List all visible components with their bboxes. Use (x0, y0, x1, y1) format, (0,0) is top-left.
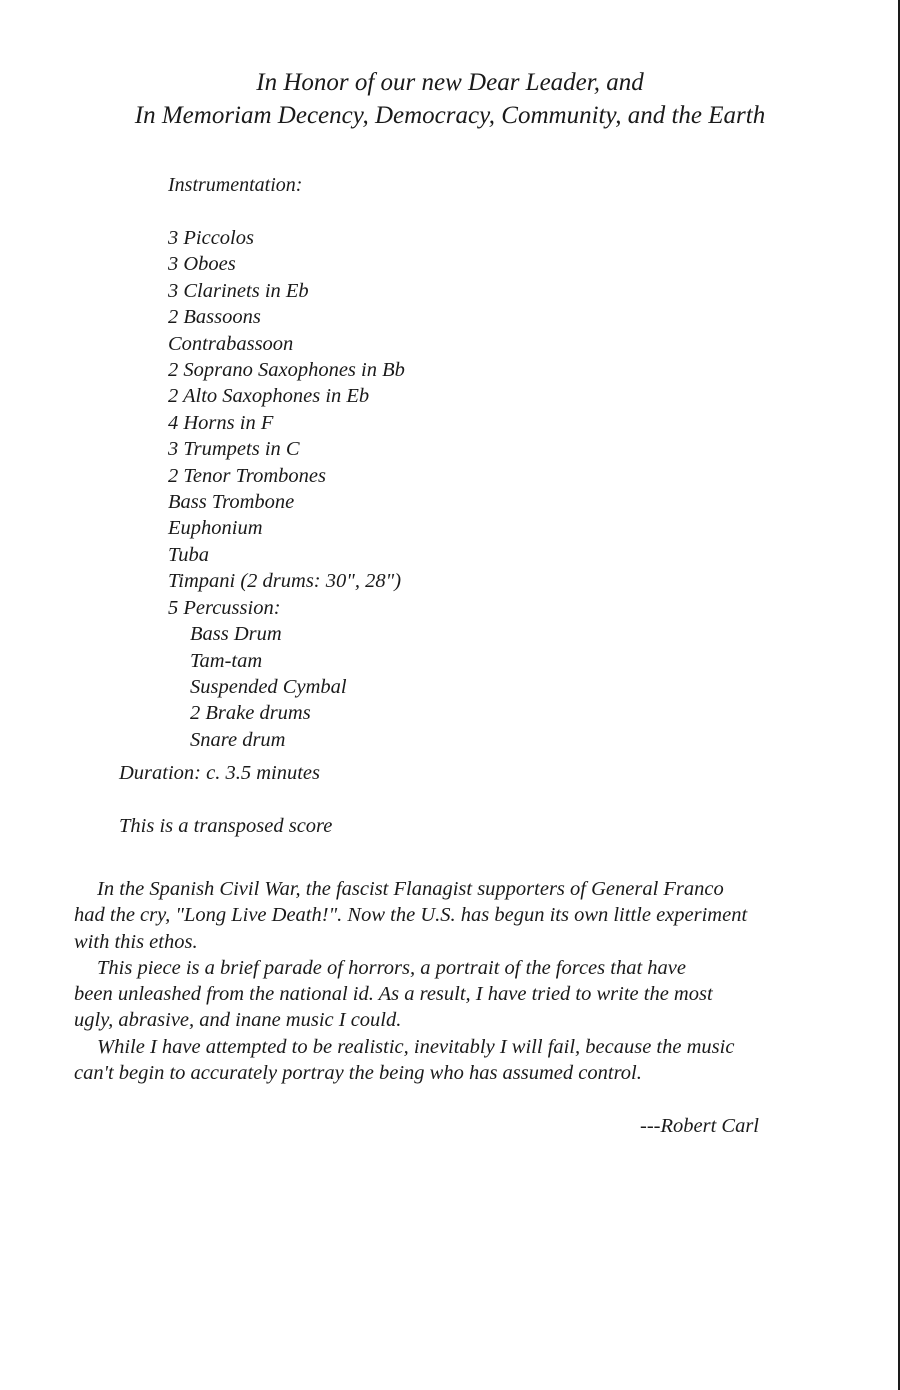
percussion-list (168, 621, 405, 753)
percussion-item: Tam-tam (190, 649, 263, 672)
instrument-item: 4 Horns in F (168, 411, 274, 434)
instrument-item: 2 Tenor Trombones (168, 464, 326, 487)
instrument-item: Timpani (2 drums: 30", 28") (168, 570, 402, 593)
program-note-line: In the Spanish Civil War, the fascist Flanagist supporters of General Franco (97, 878, 724, 900)
program-note-line: While I have attempted to be realistic, inevitably I will fail, because the music (97, 1035, 735, 1058)
transposed-score-note: This is a transposed score (119, 815, 333, 837)
instrument-item: Euphonium (168, 517, 263, 540)
dedication-line-1: In Honor of our new Dear Leader, and (256, 69, 644, 96)
program-note-line: can't begin to accurately portray the being who has assumed control. (74, 1062, 642, 1085)
instrument-item: 3 Piccolos (168, 227, 254, 249)
composer-signature: ---Robert Carl (640, 1115, 759, 1137)
program-note-line: This piece is a brief parade of horrors, a portrait of the forces that have (97, 956, 686, 979)
percussion-heading: 5 Percussion: (168, 596, 281, 619)
dedication-title (0, 66, 900, 132)
instrument-item: Bass Trombone (168, 491, 295, 514)
program-note (74, 876, 834, 1086)
instrumentation-list (168, 225, 405, 753)
instrument-item: 2 Bassoons (168, 306, 261, 329)
instrument-item: 3 Trumpets in C (168, 438, 300, 461)
percussion-item: Suspended Cymbal (190, 675, 347, 698)
percussion-item: 2 Brake drums (190, 702, 311, 725)
program-note-line: ugly, abrasive, and inane music I could. (74, 1009, 402, 1032)
instrument-item: 2 Alto Saxophones in Eb (168, 385, 370, 408)
percussion-group (168, 595, 405, 753)
percussion-item: Bass Drum (190, 623, 282, 646)
instrument-item: 3 Clarinets in Eb (168, 279, 309, 302)
program-note-line: been unleashed from the national id. As a result, I have tried to write the most (74, 983, 713, 1006)
dedication-line-2: In Memoriam Decency, Democracy, Community, and the Earth (134, 102, 766, 129)
instrument-item: 3 Oboes (168, 253, 236, 276)
program-note-line: had the cry, "Long Live Death!". Now the U.S. has begun its own little experiment (74, 904, 748, 927)
program-note-line: with this ethos. (74, 930, 198, 953)
instrument-item: Contrabassoon (168, 332, 294, 355)
duration-text: Duration: c. 3.5 minutes (119, 762, 320, 784)
percussion-item: Snare drum (190, 728, 286, 751)
instrument-item: 2 Soprano Saxophones in Bb (168, 359, 405, 382)
instrumentation-heading: Instrumentation: (168, 174, 303, 196)
instrument-item: Tuba (168, 543, 210, 566)
